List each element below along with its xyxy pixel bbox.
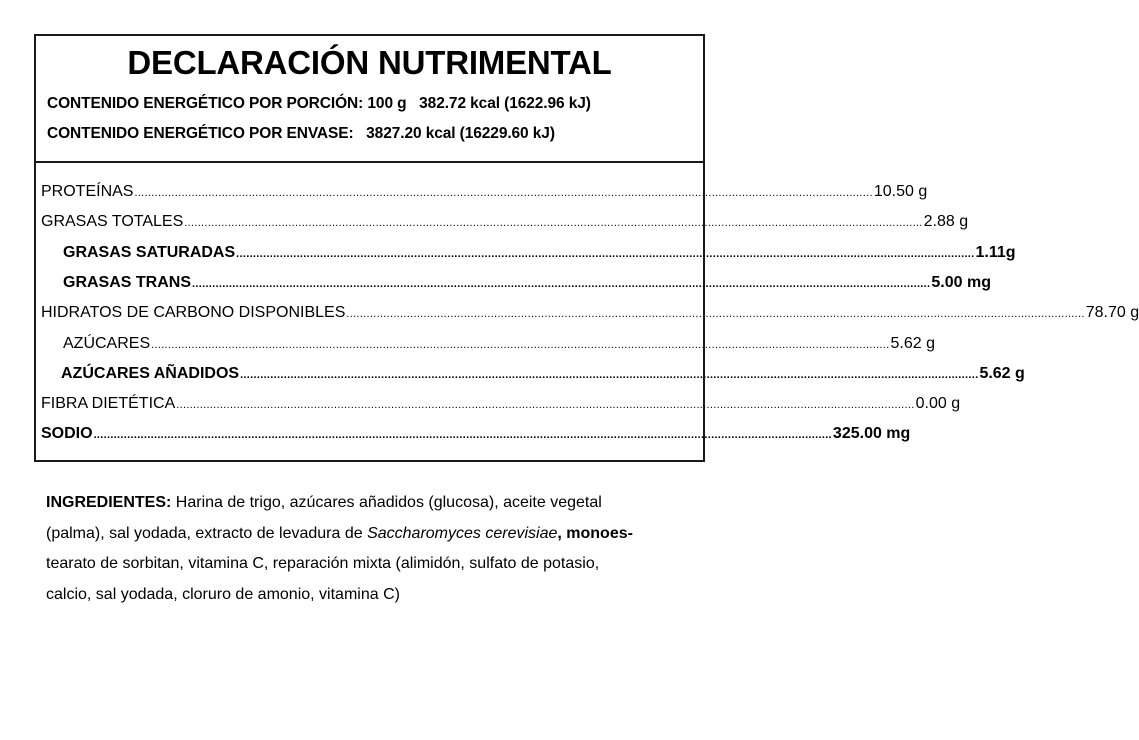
ingredients-line-2: [46, 519, 701, 550]
ingredients-text-2a: (palma), sal yodada, extracto de levadura de: [46, 524, 368, 542]
energy-per-portion: CONTENIDO ENERGÉTICO POR PORCIÓN: 100 g 382.72 kcal (1622.96 kJ): [47, 95, 591, 112]
nutrient-value: 5.62 g: [890, 334, 935, 352]
dot-leader: ............................................................................................................................................................................................................................: [240, 368, 979, 381]
dot-leader: ............................................................................................................................................................................................................................: [346, 308, 1085, 321]
nutrient-value: 5.00 mg: [931, 273, 991, 291]
dot-leader: ............................................................................................................................................................................................................................: [93, 429, 832, 442]
nutrient-value: 325.00 mg: [832, 425, 911, 443]
ingredients-block: [46, 488, 701, 610]
nutrient-row: [41, 236, 1016, 262]
ingredients-text-2b: , monoes-: [557, 524, 633, 542]
nutrient-label: GRASAS TOTALES: [41, 213, 184, 231]
nutrient-value: 1.11g: [975, 243, 1016, 261]
panel-title: DECLARACIÓN NUTRIMENTAL: [127, 44, 612, 81]
nutrient-value: 2.88 g: [923, 213, 969, 231]
ingredients-text-1: Harina de trigo, azúcares añadidos (glucosa), aceite vegetal: [171, 494, 602, 511]
nutrient-value: 5.62 g: [979, 364, 1025, 382]
nutrient-label: AZÚCARES: [63, 334, 151, 352]
ingredients-line-4: calcio, sal yodada, cloruro de amonio, vitamina C): [46, 585, 400, 603]
nutrient-row: [41, 387, 961, 413]
dot-leader: ............................................................................................................................................................................................................................: [192, 277, 931, 290]
nutrient-row: [41, 417, 911, 443]
nutrient-row: [41, 266, 991, 292]
nutrient-label: GRASAS SATURADAS: [63, 243, 236, 261]
nutrient-row: [41, 357, 1025, 383]
nutrient-row: [41, 327, 935, 353]
ingredients-label: INGREDIENTES:: [46, 494, 172, 511]
nutrient-label: PROTEÍNAS: [41, 183, 134, 200]
ingredients-line-1: [46, 488, 701, 519]
yeast-species-name: Saccharomyces cerevisiae: [367, 524, 558, 542]
nutrient-row: [41, 175, 928, 201]
dot-leader: ............................................................................................................................................................................................................................: [134, 187, 873, 199]
nutrient-value: 0.00 g: [915, 395, 961, 413]
dot-leader: ............................................................................................................................................................................................................................: [236, 247, 975, 260]
nutrient-label: FIBRA DIETÉTICA: [41, 395, 176, 413]
dot-leader: ............................................................................................................................................................................................................................: [184, 217, 923, 230]
nutrient-row: [41, 205, 969, 231]
dot-leader: ............................................................................................................................................................................................................................: [151, 338, 890, 351]
nutrition-header: [36, 36, 703, 163]
nutrient-label: SODIO: [41, 425, 93, 443]
dot-leader: ............................................................................................................................................................................................................................: [176, 399, 915, 412]
ingredients-line-3: tearato de sorbitan, vitamina C, reparación mixta (alimidón, sulfato de potasio,: [46, 555, 600, 572]
nutrient-label: HIDRATOS DE CARBONO DISPONIBLES: [41, 304, 346, 322]
nutrient-row: [41, 296, 1139, 322]
nutrient-value: 10.50 g: [873, 183, 928, 200]
nutrient-value: 78.70 g: [1085, 304, 1139, 322]
nutrient-label: AZÚCARES AÑADIDOS: [61, 364, 240, 382]
nutrient-label: GRASAS TRANS: [63, 273, 192, 291]
nutrition-facts-panel: [34, 34, 1139, 462]
energy-per-package: CONTENIDO ENERGÉTICO POR ENVASE: 3827.20 kcal (16229.60 kJ): [47, 125, 555, 142]
